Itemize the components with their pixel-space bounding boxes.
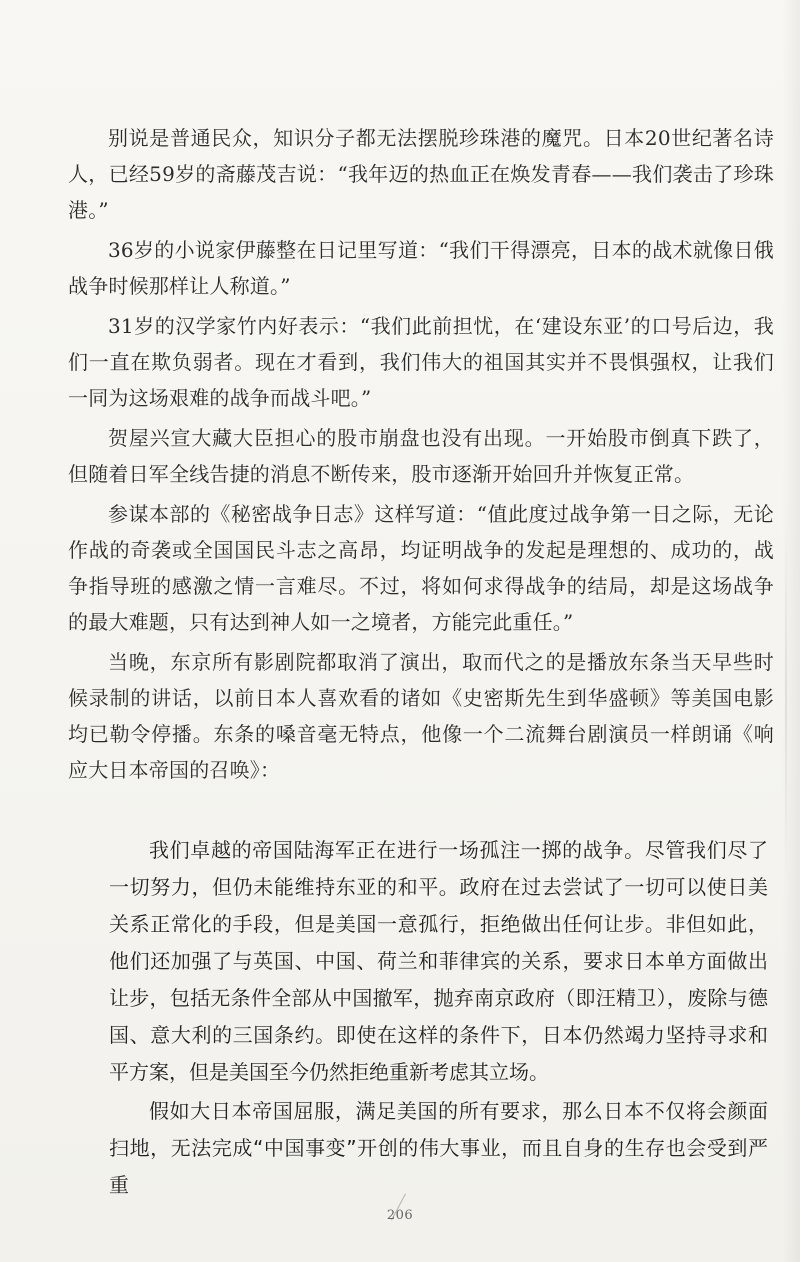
page-edge-shadow [785,520,787,880]
paragraph: 36岁的小说家伊藤整在日记里写道：“我们干得漂亮，日本的战术就像日俄战争时候那样让人称道。” [68,238,774,298]
quote-paragraph: 假如大日本帝国屈服，满足美国的所有要求，那么日本不仅将会颜面扫地，无法完成“中国事变”开创的伟大事业，而且自身的生存也会受到严重 [109,1099,768,1197]
paragraph: 31岁的汉学家竹内好表示：“我们此前担忧，在‘建设东亚’的口号后边，我们一直在欺负弱者。现在才看到，我们伟大的祖国其实并不畏惧强权，让我们一同为这场艰难的战争而战斗吧。” [68,314,774,410]
quote-paragraph: 我们卓越的帝国陆海军正在进行一场孤注一掷的战争。尽管我们尽了一切努力，但仍未能维持东亚的和平。政府在过去尝试了一切可以使日美关系正常化的手段，但是美国一意孤行，拒绝做出任何让步。非但如此，他们还加强了与英国、中国、荷兰和菲律宾的关系，要求日本单方面做出让步，包括无条件全部从中国撤军，抛弃南京政府（即汪精卫），废除与德国、意大利的三国条约。即使在这样的条件下，日本仍然竭力坚持寻求和平方案，但是美国至今仍然拒绝重新考虑其立场。 [109,838,768,1084]
paragraph: 参谋本部的《秘密战争日志》这样写道：“值此度过战争第一日之际，无论作战的奇袭或全国国民斗志之高昂，均证明战争的发起是理想的、成功的，战争指导班的感激之情一言难尽。不过，将如何求得战争的结局，却是这场战争的最大难题，只有达到神人如一之境者，方能完此重任。” [68,502,774,634]
paragraph: 当晚，东京所有影剧院都取消了演出，取而代之的是播放东条当天早些时候录制的讲话，以前日本人喜欢看的诸如《史密斯先生到华盛顿》等美国电影均已勒令停播。东条的嗓音毫无特点，他像一个二流舞台剧演员一样朗诵《响应大日本帝国的召唤》： [68,650,774,782]
paragraph: 别说是普通民众，知识分子都无法摆脱珍珠港的魔咒。日本20世纪著名诗人，已经59岁的斋藤茂吉说：“我年迈的热血正在焕发青春——我们袭击了珍珠港。” [68,126,774,222]
paragraph: 贺屋兴宣大藏大臣担心的股市崩盘也没有出现。一开始股市倒真下跌了，但随着日军全线告捷的消息不断传来，股市逐渐开始回升并恢复正常。 [68,426,774,486]
page-number: 206 [386,1208,414,1223]
main-text [68,120,774,792]
quoted-speech [109,832,768,1206]
